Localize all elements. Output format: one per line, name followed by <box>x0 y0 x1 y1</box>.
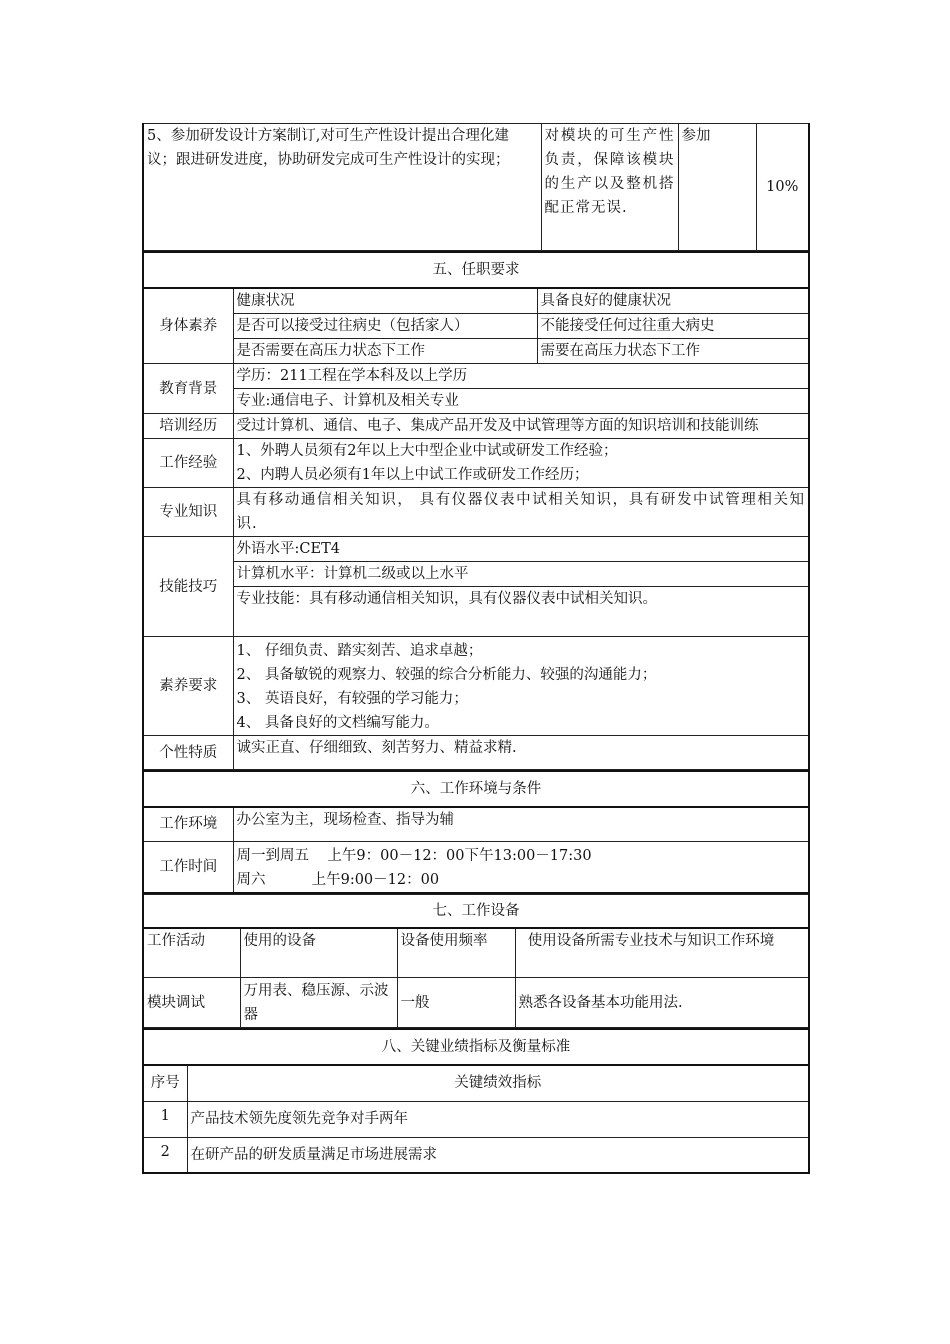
skills-label: 技能技巧 <box>143 537 233 637</box>
equipment-header: 设备使用频率 <box>397 928 515 978</box>
training-label: 培训经历 <box>143 414 233 439</box>
training-text: 受过计算机、通信、电子、集成产品开发及中试管理等方面的知识培训和技能训练 <box>233 414 809 439</box>
kpi-text: 产品技术领先度领先竞争对手两年 <box>187 1101 809 1137</box>
experience-line: 2、内聘人员必须有1年以上中试工作或研发工作经历； <box>236 467 589 483</box>
physical-answer: 不能接受任何过往重大病史 <box>537 314 809 339</box>
skill-computer: 计算机水平：计算机二级或以上水平 <box>233 562 809 587</box>
section-title-kpi: 八、关键业绩指标及衡量标准 <box>143 1029 809 1065</box>
task-responsibility: 对模块的可生产性负责，保障该模块的生产以及整机搭配正常无误. <box>541 124 678 251</box>
time-text <box>233 841 809 893</box>
physical-question: 是否需要在高压力状态下工作 <box>233 339 537 364</box>
task-description: 5、参加研发设计方案制订,对可生产性设计提出合理化建议；跟进研发进度，协助研发完成可生产性设计的实现； <box>143 124 541 251</box>
section-title-environment: 六、工作环境与条件 <box>143 771 809 807</box>
quality-line: 2、 具备敏锐的观察力、较强的综合分析能力、较强的沟通能力； <box>236 667 657 683</box>
quality-line: 1、 仔细负责、踏实刻苦、追求卓越； <box>236 643 483 659</box>
task-weight: 10% <box>756 124 809 251</box>
experience-text <box>233 439 809 488</box>
equipment-cell: 模块调试 <box>143 978 240 1028</box>
experience-line: 1、外聘人员须有2年以上大中型企业中试或研发工作经验； <box>236 443 618 459</box>
kpi-table <box>142 1028 810 1174</box>
equipment-table <box>142 894 810 1029</box>
equipment-header: 使用设备所需专业技术与知识工作环境 <box>515 928 809 978</box>
physical-answer: 具备良好的健康状况 <box>537 288 809 314</box>
skill-language: 外语水平:CET4 <box>233 537 809 562</box>
kpi-header-no: 序号 <box>143 1065 187 1101</box>
education-label: 教育背景 <box>143 364 233 414</box>
task-role: 参加 <box>678 124 756 251</box>
quality-line: 3、 英语良好，有较强的学习能力； <box>236 691 468 707</box>
experience-label: 工作经验 <box>143 439 233 488</box>
kpi-text: 在研产品的研发质量满足市场进展需求 <box>187 1137 809 1173</box>
education-degree: 学历：211工程在学本科及以上学历 <box>233 364 809 389</box>
physical-answer: 需要在高压力状态下工作 <box>537 339 809 364</box>
time-line: 周一到周五 上午9：00－12：00下午13:00－17:30 <box>236 847 592 864</box>
kpi-no: 2 <box>143 1137 187 1173</box>
job-description-page <box>142 123 808 1174</box>
equipment-cell: 熟悉各设备基本功能用法. <box>515 978 809 1028</box>
quality-label: 素养要求 <box>143 637 233 736</box>
education-major: 专业:通信电子、计算机及相关专业 <box>233 389 809 414</box>
personality-label: 个性特质 <box>143 736 233 770</box>
time-label: 工作时间 <box>143 841 233 893</box>
equipment-header: 工作活动 <box>143 928 240 978</box>
kpi-header-name: 关键绩效指标 <box>187 1065 809 1101</box>
knowledge-text: 具有移动通信相关知识， 具有仪器仪表中试相关知识，具有研发中试管理相关知识. <box>233 488 809 537</box>
kpi-no: 1 <box>143 1101 187 1137</box>
time-line: 周六 上午9:00－12：00 <box>236 871 440 888</box>
physical-question: 是否可以接受过往病史（包括家人） <box>233 314 537 339</box>
env-text: 办公室为主，现场检查、指导为辅 <box>233 807 809 841</box>
quality-line: 4、 具备良好的文档编写能力。 <box>236 715 439 731</box>
equipment-cell: 一般 <box>397 978 515 1028</box>
quality-text <box>233 637 809 736</box>
environment-table <box>142 770 810 894</box>
equipment-header: 使用的设备 <box>240 928 397 978</box>
personality-text: 诚实正直、仔细细致、刻苦努力、精益求精. <box>233 736 809 770</box>
env-label: 工作环境 <box>143 807 233 841</box>
requirements-table <box>142 251 810 770</box>
equipment-cell: 万用表、稳压源、示波器 <box>240 978 397 1028</box>
section-title-equipment: 七、工作设备 <box>143 894 809 928</box>
physical-label: 身体素养 <box>143 288 233 364</box>
physical-question: 健康状况 <box>233 288 537 314</box>
section-title-requirements: 五、任职要求 <box>143 252 809 288</box>
skill-professional: 专业技能：具有移动通信相关知识，具有仪器仪表中试相关知识。 <box>233 587 809 637</box>
knowledge-label: 专业知识 <box>143 488 233 537</box>
task-table <box>142 123 810 251</box>
